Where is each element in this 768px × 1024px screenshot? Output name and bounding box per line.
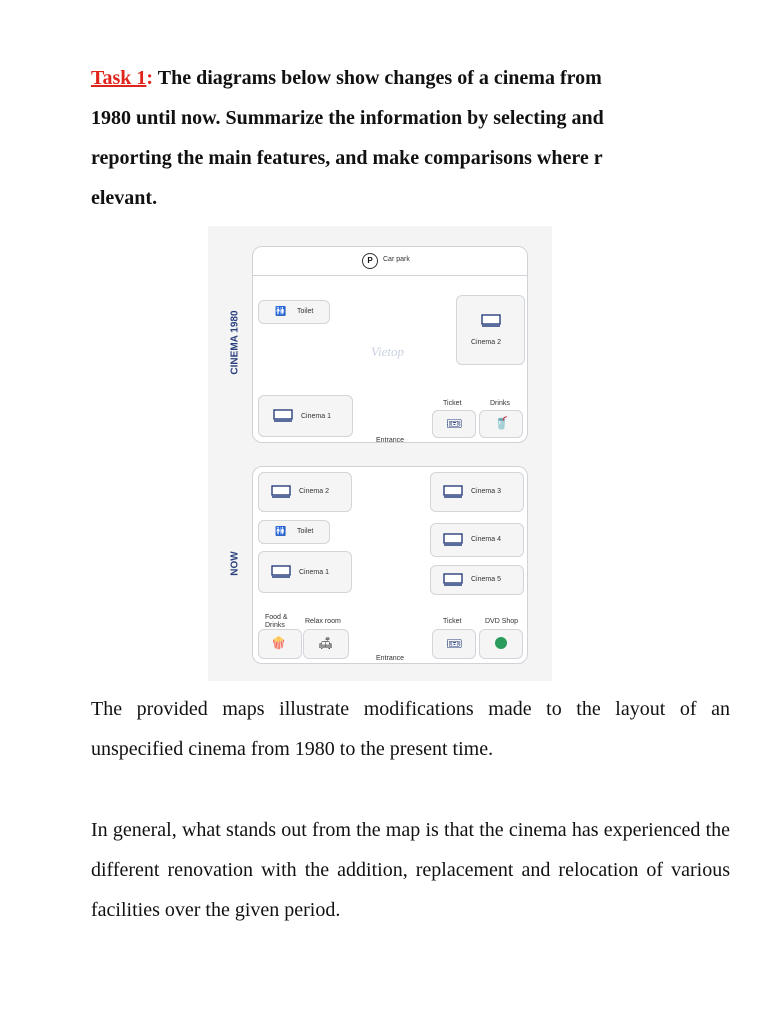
ticket-label-now: Ticket xyxy=(443,618,462,625)
ticket-1980 xyxy=(432,410,476,438)
screen-icon xyxy=(443,533,463,547)
toilet-now: 🚻 Toilet xyxy=(258,520,330,544)
task-line-4: elevant. xyxy=(91,187,158,209)
car-park-label: Car park xyxy=(383,256,410,263)
drink-icon: 🥤 xyxy=(494,416,509,430)
relax-room-now xyxy=(303,629,349,659)
armchair-icon: 🛋 xyxy=(318,636,334,650)
drinks-label-1980: Drinks xyxy=(490,400,510,407)
dvd-icon xyxy=(495,637,507,649)
cinema4-now: Cinema 4 xyxy=(430,523,524,557)
toilet-icon: 🚻 xyxy=(275,306,287,316)
dvd-shop-now xyxy=(479,629,523,659)
cinema3-now: Cinema 3 xyxy=(430,472,524,512)
panel-1980 xyxy=(252,246,528,443)
food-drinks-label-1: Food & xyxy=(265,614,288,621)
dvd-shop-label: DVD Shop xyxy=(485,618,519,625)
screen-icon xyxy=(481,314,501,328)
cinema2-now: Cinema 2 xyxy=(258,472,352,512)
label-cinema-1980: CINEMA 1980 xyxy=(229,310,241,375)
paragraph-2: In general, what stands out from the map is that the cinema has experienced the different renovation with the addition, replacement and relocation of various facilities over the given period. xyxy=(91,819,730,921)
parking-icon: P xyxy=(362,253,378,269)
task-prompt xyxy=(91,58,681,218)
food-drinks-now xyxy=(258,629,302,659)
relax-room-label: Relax room xyxy=(305,618,341,625)
screen-icon xyxy=(271,565,291,579)
cinema2-1980: Cinema 2 xyxy=(456,295,525,365)
entrance-label-now: Entrance xyxy=(376,655,405,662)
toilet-1980: 🚻 Toilet xyxy=(258,300,330,324)
ticket-label-1980: Ticket xyxy=(443,400,462,407)
toilet-icon: 🚻 xyxy=(275,526,287,536)
screen-icon xyxy=(443,573,463,587)
screen-icon xyxy=(273,409,293,423)
task-label: Task 1 xyxy=(91,67,147,89)
screen-icon xyxy=(443,485,463,499)
watermark: Vietop xyxy=(371,344,404,359)
ticket-icon: 🎟 xyxy=(446,416,463,431)
cinema5-now: Cinema 5 xyxy=(430,565,524,595)
ticket-now xyxy=(432,629,476,659)
panel-now xyxy=(252,466,528,664)
label-now: NOW xyxy=(229,551,241,576)
screen-icon xyxy=(271,485,291,499)
food-drinks-label-2: Drinks xyxy=(265,622,285,629)
drinks-1980 xyxy=(479,410,523,438)
task-line-3: reporting the main features, and make comparisons where r xyxy=(91,147,603,169)
cinema-map-figure xyxy=(208,226,552,681)
popcorn-icon: 🍿 xyxy=(271,636,286,650)
paragraph-1: The provided maps illustrate modifications made to the layout of an unspecified cinema from 1980 to the present time. xyxy=(91,698,730,760)
car-park-strip xyxy=(253,247,527,276)
task-line-1: Task 1: The diagrams below show changes of a cinema from xyxy=(91,67,602,89)
task-line-2: 1980 until now. Summarize the information by selecting and xyxy=(91,107,604,129)
cinema1-1980: Cinema 1 xyxy=(258,395,353,437)
cinema1-now: Cinema 1 xyxy=(258,551,352,593)
ticket-icon: 🎟 xyxy=(446,636,463,651)
entrance-label-1980: Entrance xyxy=(376,437,405,444)
